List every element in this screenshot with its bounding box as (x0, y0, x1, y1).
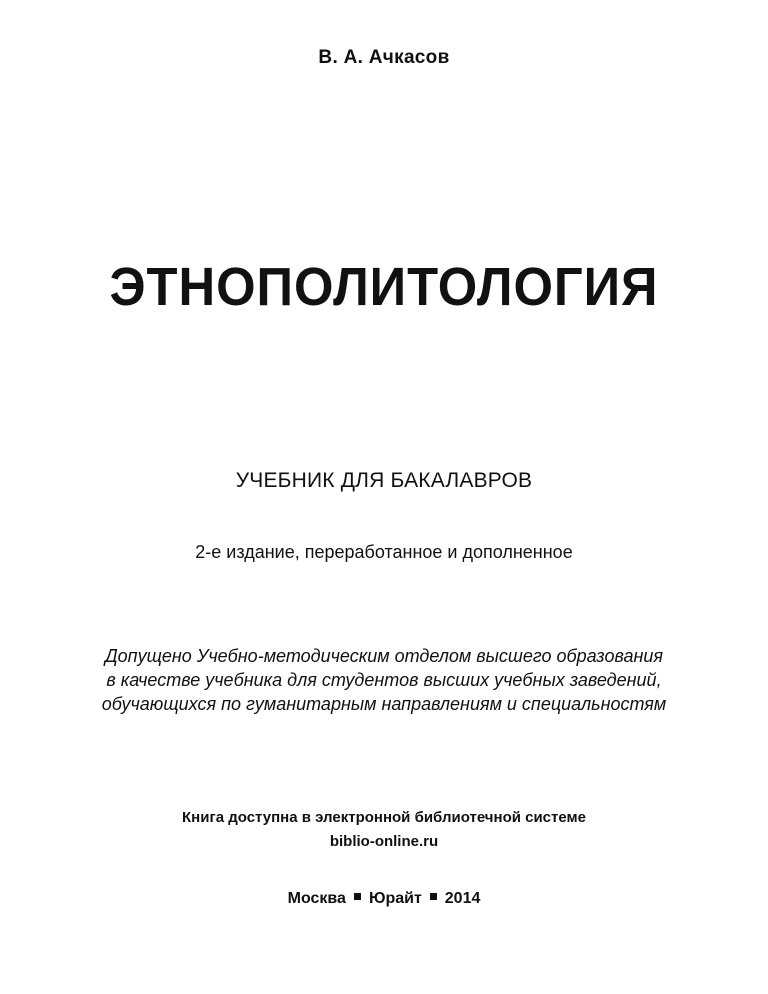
availability-note (0, 806, 768, 854)
imprint-city: Москва (287, 890, 346, 907)
edition-note: 2-е издание, переработанное и дополненное (195, 542, 573, 562)
website-link: biblio-online.ru (329, 833, 439, 850)
approval-line-1: Допущено Учебно-методическим отделом высшего образования (104, 646, 664, 666)
imprint (0, 890, 768, 908)
imprint-year: 2014 (444, 890, 481, 907)
approval-line-3: обучающихся по гуманитарным направлениям и специальностям (101, 694, 667, 714)
square-separator-icon (354, 893, 361, 900)
imprint-publisher: Юрайт (368, 890, 422, 907)
book-subtitle: УЧЕБНИК ДЛЯ БАКАЛАВРОВ (235, 469, 533, 492)
book-title: ЭТНОПОЛИТОЛОГИЯ (109, 257, 659, 317)
availability-line: Книга доступна в электронной библиотечной системе (182, 809, 586, 826)
approval-line-2: в качестве учебника для студентов высших учебных заведений, (106, 670, 662, 690)
approval-statement (0, 644, 768, 716)
author-name: В. А. Ачкасов (318, 47, 450, 68)
square-separator-icon (430, 893, 437, 900)
